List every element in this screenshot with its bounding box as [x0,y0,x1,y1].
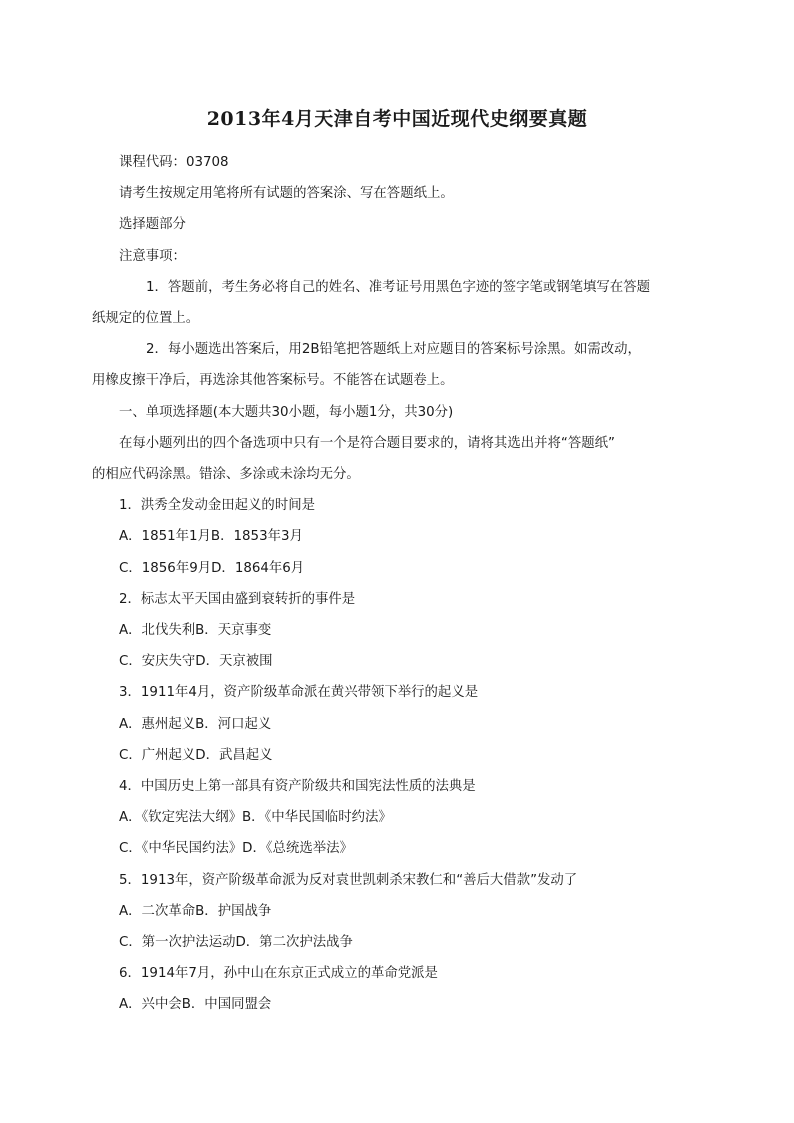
question-3-options-cd: C．广州起义D．武昌起义 [119,747,273,763]
question-6-options-ab: A．兴中会B．中国同盟会 [119,997,272,1013]
instruction-line: 请考生按规定用笔将所有试题的答案涂、写在答题纸上。 [119,186,454,202]
question-1: 1．洪秀全发动金田起义的时间是 [119,498,315,514]
question-4: 4．中国历史上第一部具有资产阶级共和国宪法性质的法典是 [119,779,476,795]
note-2-line-1: 2．每小题选出答案后，用2B铅笔把答题纸上对应题目的答案标号涂黑。如需改动， [146,342,641,358]
part-heading: 一、单项选择题(本大题共30小题，每小题1分，共30分) [119,404,454,420]
note-2-line-2: 用橡皮擦干净后，再选涂其他答案标号。不能答在试题卷上。 [92,373,454,389]
question-5: 5．1913年，资产阶级革命派为反对袁世凯刺杀宋教仁和“善后大借款”发动了 [119,872,578,888]
note-1-line-2: 纸规定的位置上。 [92,311,200,327]
question-2: 2．标志太平天国由盛到衰转折的事件是 [119,591,356,607]
question-2-options-cd: C．安庆失守D．天京被围 [119,654,273,670]
part-instruction-line-1: 在每小题列出的四个备选项中只有一个是符合题目要求的，请将其选出并将“答题纸” [119,435,615,451]
document-title: 2013年4月天津自考中国近现代史纲要真题 [206,108,588,130]
question-1-options-cd: C．1856年9月D．1864年6月 [119,560,305,576]
question-5-options-ab: A．二次革命B．护国战争 [119,903,272,919]
notes-heading: 注意事项： [119,248,186,264]
section-heading: 选择题部分 [119,217,186,233]
question-3-options-ab: A．惠州起义B．河口起义 [119,716,272,732]
question-3: 3．1911年4月，资产阶级革命派在黄兴带领下举行的起义是 [119,685,479,701]
question-2-options-ab: A．北伐失利B．天京事变 [119,623,272,639]
question-1-options-ab: A．1851年1月B．1853年3月 [119,529,303,545]
note-1-line-1: 1．答题前，考生务必将自己的姓名、准考证号用黑色字迹的签字笔或钢笔填写在答题 [146,279,650,295]
question-6: 6．1914年7月，孙中山在东京正式成立的革命党派是 [119,966,438,982]
course-code-line: 课程代码：03708 [119,155,229,170]
question-4-options-ab: A．《钦定宪法大纲》B．《中华民国临时约法》 [119,810,392,826]
document-body [92,147,679,1021]
question-4-options-cd: C．《中华民国约法》D．《总统选举法》 [119,841,353,857]
part-instruction-line-2: 的相应代码涂黑。错涂、多涂或未涂均无分。 [92,467,360,483]
question-5-options-cd: C．第一次护法运动D．第二次护法战争 [119,935,353,951]
